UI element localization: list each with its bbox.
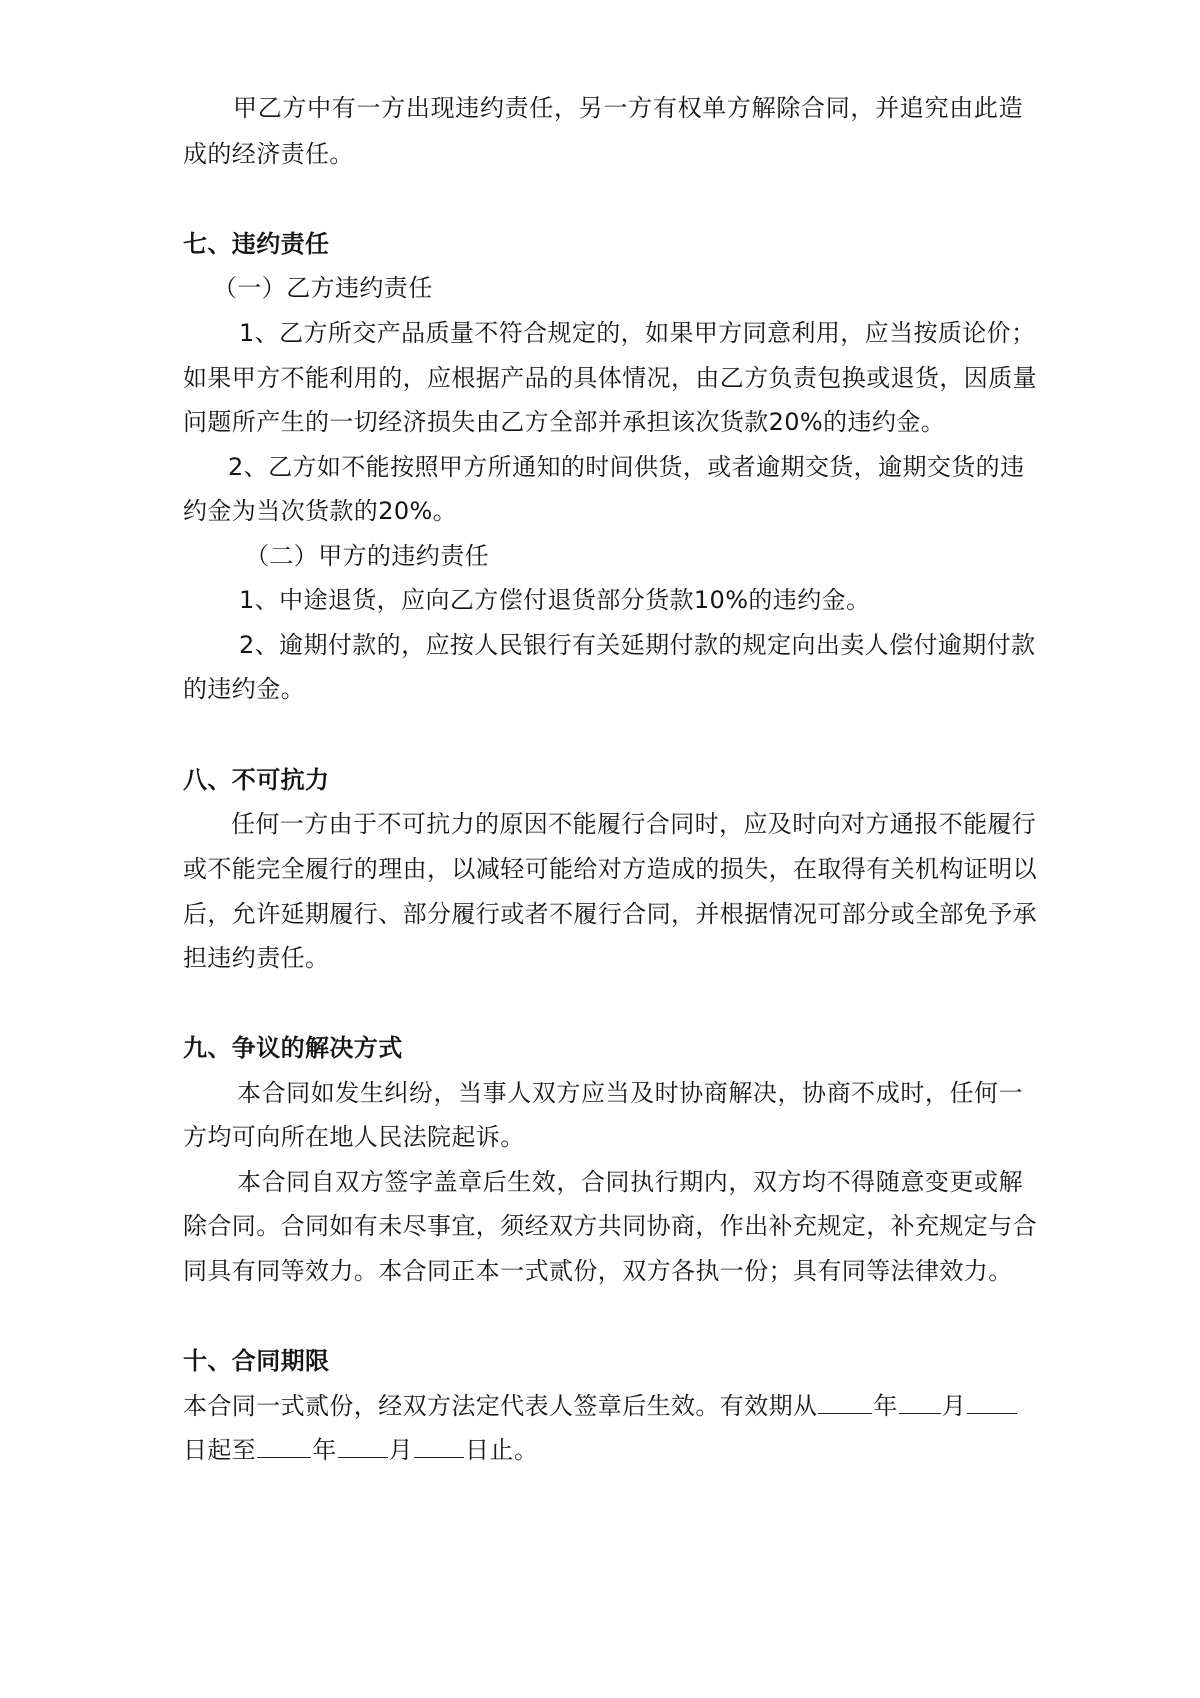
start-year-blank[interactable] [818,1391,872,1414]
termination-line-1: 甲乙方中有一方出现违约责任，另一方有权单方解除合同，并追究由此造 [233,94,1023,122]
section-8-heading: 八、不可抗力 [183,766,330,794]
month-label: 月 [941,1392,967,1420]
section-7-item-4-line-1: 2、逾期付款的，应按人民银行有关延期付款的规定向出卖人偿付逾期付款 [239,631,1036,659]
section-7-item-2-line-2: 约金为当次货款的20%。 [183,497,458,525]
section-9-p1-line-2: 方均可向所在地人民法院起诉。 [183,1123,525,1151]
section-10-heading: 十、合同期限 [183,1347,330,1375]
section-7-heading: 七、违约责任 [183,230,330,258]
day-end-label: 日止。 [465,1436,539,1464]
month-label-2: 月 [388,1436,414,1464]
year-label-2: 年 [312,1436,337,1464]
section-8-line-1: 任何一方由于不可抗力的原因不能履行合同时，应及时向对方通报不能履行 [231,810,1037,838]
section-7-item-1-line-3: 问题所产生的一切经济损失由乙方全部并承担该次货款20%的违约金。 [183,408,946,436]
day-from-label: 日起至 [183,1436,257,1464]
section-7-sub-1: （一）乙方违约责任 [213,274,433,302]
section-9-p2-line-3: 同具有同等效力。本合同正本一式贰份，双方各执一份；具有同等法律效力。 [183,1257,1013,1285]
end-year-blank[interactable] [257,1435,311,1458]
termination-line-2: 成的经济责任。 [183,140,354,168]
section-9-p1-line-1: 本合同如发生纠纷，当事人双方应当及时协商解决，协商不成时，任何一 [237,1079,1023,1107]
start-month-blank[interactable] [899,1391,941,1414]
section-7-item-1-line-2: 如果甲方不能利用的，应根据产品的具体情况，由乙方负责包换或退货，因质量 [183,364,1037,392]
section-7-item-3: 1、中途退货，应向乙方偿付退货部分货款10%的违约金。 [239,586,871,614]
section-8-line-2: 或不能完全履行的理由，以减轻可能给对方造成的损失，在取得有关机构证明以 [183,855,1037,883]
section-10-line-2 [183,1432,538,1468]
section-7-item-2-line-1: 2、乙方如不能按照甲方所通知的时间供货，或者逾期交货，逾期交货的违 [228,453,1025,481]
end-day-blank[interactable] [414,1435,464,1458]
section-8-line-4: 担违约责任。 [183,944,330,972]
section-8-line-3: 后，允许延期履行、部分履行或者不履行合同，并根据情况可部分或全部免予承 [183,900,1037,928]
year-label: 年 [873,1392,898,1420]
start-day-blank[interactable] [967,1391,1017,1414]
section-10-line-1 [183,1388,1018,1424]
term-text: 本合同一式贰份，经双方法定代表人签章后生效。有效期从 [183,1392,818,1420]
section-9-heading: 九、争议的解决方式 [183,1034,403,1062]
section-9-p2-line-1: 本合同自双方签字盖章后生效，合同执行期内，双方均不得随意变更或解 [237,1168,1023,1196]
section-7-sub-2: （二）甲方的违约责任 [245,542,489,570]
section-7-item-1-line-1: 1、乙方所交产品质量不符合规定的，如果甲方同意利用，应当按质论价； [239,319,1036,347]
section-7-item-4-line-2: 的违约金。 [183,675,305,703]
section-9-p2-line-2: 除合同。合同如有未尽事宜，须经双方共同协商，作出补充规定，补充规定与合 [183,1212,1037,1240]
end-month-blank[interactable] [338,1435,388,1458]
